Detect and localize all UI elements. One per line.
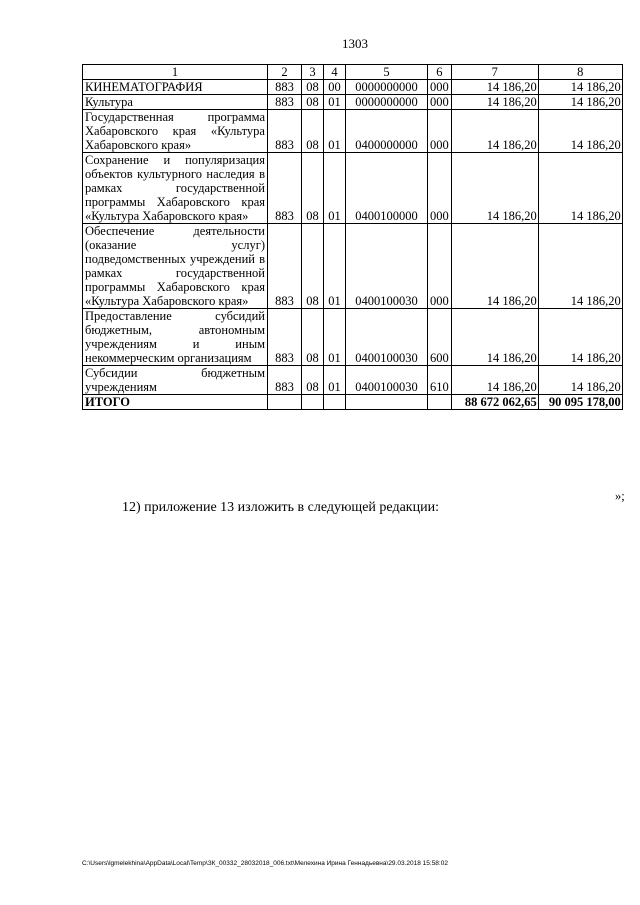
budget-table bbox=[82, 64, 623, 410]
row-amount-2: 14 186,20 bbox=[538, 153, 622, 224]
row-amount-2: 14 186,20 bbox=[538, 366, 622, 395]
row-code-ministry: 883 bbox=[268, 95, 302, 110]
header-cell: 4 bbox=[324, 65, 346, 80]
row-code-target: 0000000000 bbox=[346, 95, 428, 110]
row-code-expense-type: 610 bbox=[428, 366, 452, 395]
row-code-subsection: 01 bbox=[324, 153, 346, 224]
total-amount-2: 90 095 178,00 bbox=[538, 395, 622, 410]
row-code-target: 0400100030 bbox=[346, 224, 428, 309]
row-code-expense-type: 000 bbox=[428, 224, 452, 309]
table-row bbox=[83, 309, 623, 366]
table-row bbox=[83, 153, 623, 224]
table-header-row bbox=[83, 65, 623, 80]
table-row bbox=[83, 366, 623, 395]
row-code-section: 08 bbox=[302, 224, 324, 309]
row-code-target: 0400100030 bbox=[346, 309, 428, 366]
row-code-ministry: 883 bbox=[268, 80, 302, 95]
row-code-expense-type: 000 bbox=[428, 110, 452, 153]
header-cell: 3 bbox=[302, 65, 324, 80]
header-cell: 5 bbox=[346, 65, 428, 80]
row-code-expense-type: 600 bbox=[428, 309, 452, 366]
row-code-section: 08 bbox=[302, 366, 324, 395]
row-code-target: 0000000000 bbox=[346, 80, 428, 95]
table-row bbox=[83, 80, 623, 95]
row-code-subsection: 01 bbox=[324, 224, 346, 309]
row-name: Субсидии бюджетным учреждениям bbox=[83, 366, 268, 395]
table-row bbox=[83, 110, 623, 153]
row-code-ministry: 883 bbox=[268, 224, 302, 309]
closing-quote: »; bbox=[615, 489, 625, 503]
row-code-ministry: 883 bbox=[268, 110, 302, 153]
header-cell: 6 bbox=[428, 65, 452, 80]
total-row bbox=[83, 395, 623, 410]
row-amount-2: 14 186,20 bbox=[538, 309, 622, 366]
row-amount-1: 14 186,20 bbox=[451, 309, 538, 366]
header-cell: 8 bbox=[538, 65, 622, 80]
empty-cell bbox=[268, 395, 302, 410]
row-amount-1: 14 186,20 bbox=[451, 80, 538, 95]
row-code-ministry: 883 bbox=[268, 153, 302, 224]
row-amount-2: 14 186,20 bbox=[538, 80, 622, 95]
row-code-subsection: 01 bbox=[324, 366, 346, 395]
row-amount-2: 14 186,20 bbox=[538, 95, 622, 110]
row-code-subsection: 00 bbox=[324, 80, 346, 95]
row-amount-2: 14 186,20 bbox=[538, 224, 622, 309]
row-amount-2: 14 186,20 bbox=[538, 110, 622, 153]
empty-cell bbox=[324, 395, 346, 410]
empty-cell bbox=[346, 395, 428, 410]
page-number: 1303 bbox=[342, 36, 368, 51]
header-cell: 1 bbox=[83, 65, 268, 80]
row-code-section: 08 bbox=[302, 110, 324, 153]
row-amount-1: 14 186,20 bbox=[451, 95, 538, 110]
header-cell: 2 bbox=[268, 65, 302, 80]
row-code-subsection: 01 bbox=[324, 95, 346, 110]
row-amount-1: 14 186,20 bbox=[451, 366, 538, 395]
row-code-target: 0400000000 bbox=[346, 110, 428, 153]
footer-file-path: C:\Users\lgmelekhina\AppData\Local\Temp\ЗК_00332_28032018_006.txt\Мелехина Ирина Геннадьевна\29.03.2018 15:58:02 bbox=[82, 860, 448, 867]
row-code-expense-type: 000 bbox=[428, 80, 452, 95]
amendment-paragraph: 12) приложение 13 изложить в следующей редакции: bbox=[122, 500, 439, 515]
row-amount-1: 14 186,20 bbox=[451, 110, 538, 153]
row-code-ministry: 883 bbox=[268, 366, 302, 395]
total-label: ИТОГО bbox=[83, 395, 268, 410]
total-amount-1: 88 672 062,65 bbox=[451, 395, 538, 410]
row-name: КИНЕМАТОГРАФИЯ bbox=[83, 80, 268, 95]
row-amount-1: 14 186,20 bbox=[451, 224, 538, 309]
header-cell: 7 bbox=[451, 65, 538, 80]
row-code-section: 08 bbox=[302, 95, 324, 110]
row-name: Предоставление субсидий бюджетным, автономным учреждениям и иным некоммерческим организациям bbox=[83, 309, 268, 366]
row-code-expense-type: 000 bbox=[428, 153, 452, 224]
row-name: Культура bbox=[83, 95, 268, 110]
row-code-subsection: 01 bbox=[324, 309, 346, 366]
table-row bbox=[83, 95, 623, 110]
row-code-section: 08 bbox=[302, 80, 324, 95]
row-code-expense-type: 000 bbox=[428, 95, 452, 110]
empty-cell bbox=[302, 395, 324, 410]
row-code-section: 08 bbox=[302, 309, 324, 366]
row-name: Сохранение и популяризация объектов культурного наследия в рамках государственной программы Хабаровского края «Культура Хабаровского края» bbox=[83, 153, 268, 224]
table-row bbox=[83, 224, 623, 309]
row-code-target: 0400100000 bbox=[346, 153, 428, 224]
row-code-subsection: 01 bbox=[324, 110, 346, 153]
empty-cell bbox=[428, 395, 452, 410]
row-name: Государственная программа Хабаровского края «Культура Хабаровского края» bbox=[83, 110, 268, 153]
row-code-section: 08 bbox=[302, 153, 324, 224]
row-name: Обеспечение деятельности (оказание услуг) подведомственных учреждений в рамках государственной программы Хабаровского края «Культура Хабаровского края» bbox=[83, 224, 268, 309]
row-amount-1: 14 186,20 bbox=[451, 153, 538, 224]
row-code-ministry: 883 bbox=[268, 309, 302, 366]
row-code-target: 0400100030 bbox=[346, 366, 428, 395]
